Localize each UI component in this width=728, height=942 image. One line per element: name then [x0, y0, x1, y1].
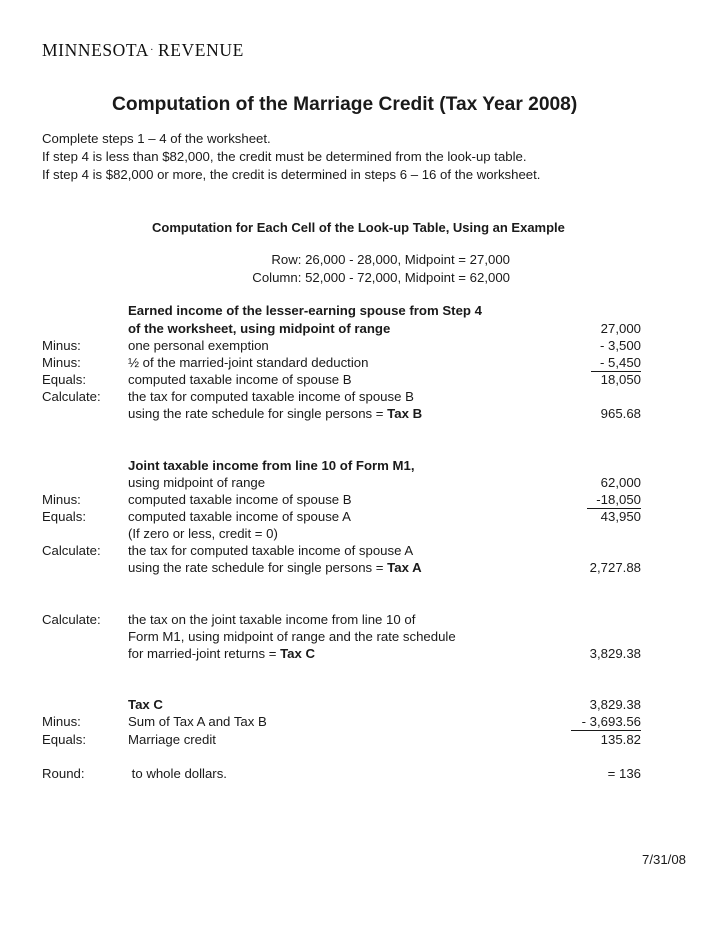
logo-text-2: REVENUE — [158, 40, 244, 60]
s4-minus-desc: Sum of Tax A and Tax B — [128, 714, 267, 729]
logo-dot: · — [150, 45, 154, 56]
s2-equals-label: Equals: — [42, 509, 86, 524]
s2-minus-label: Minus: — [42, 492, 81, 507]
s1-minus2-desc: ½ of the married-joint standard deduction — [128, 355, 369, 370]
intro-line-2: If step 4 is less than $82,000, the credit must be determined from the look-up table. — [42, 149, 527, 164]
example-subtitle: Computation for Each Cell of the Look-up Table, Using an Example — [152, 220, 565, 235]
s1-minus1-amount: - 3,500 — [599, 338, 641, 353]
s1-amount-1: 27,000 — [600, 321, 641, 336]
s4-equals-amount: 135.82 — [600, 732, 641, 747]
example-column-line: Column: 52,000 - 72,000, Midpoint = 62,000 — [252, 270, 510, 285]
s2-calc-label: Calculate: — [42, 543, 101, 558]
s2-minus-desc: computed taxable income of spouse B — [128, 492, 352, 507]
s1-calc-amount: 965.68 — [600, 406, 641, 421]
s1-calc-line-1: the tax for computed taxable income of spouse B — [128, 389, 414, 404]
s1-calc-line-2 — [128, 406, 422, 421]
s4-minus-label: Minus: — [42, 714, 81, 729]
s1-calc-label: Calculate: — [42, 389, 101, 404]
s1-minus1-desc: one personal exemption — [128, 338, 269, 353]
s3-line-3-text: for married-joint returns = — [128, 646, 281, 661]
page-title: Computation of the Marriage Credit (Tax Year 2008) — [112, 94, 578, 115]
s2-calc-line-2-text: using the rate schedule for single persons = — [128, 560, 388, 575]
s1-minus2-label: Minus: — [42, 355, 81, 370]
s2-calc-amount: 2,727.88 — [589, 560, 641, 575]
s4-minus-amount: - 3,693.56 — [571, 714, 641, 731]
s2-note: (If zero or less, credit = 0) — [128, 526, 278, 541]
s4-tax-c-amount: 3,829.38 — [589, 697, 641, 712]
s2-equals-amount: 43,950 — [600, 509, 641, 524]
minnesota-revenue-logo — [42, 40, 244, 61]
s2-minus-amount: -18,050 — [587, 492, 641, 509]
s4-tax-c-label: Tax C — [128, 697, 163, 712]
s3-calc-label: Calculate: — [42, 612, 101, 627]
s2-calc-line-1: the tax for computed taxable income of spouse A — [128, 543, 414, 558]
s3-amount: 3,829.38 — [589, 646, 641, 661]
s4-equals-desc: Marriage credit — [128, 732, 216, 747]
s3-line-3 — [128, 646, 315, 661]
s1-calc-tax-b: Tax B — [387, 406, 423, 421]
s1-equals-amount: 18,050 — [600, 372, 641, 387]
s1-calc-line-2-text: using the rate schedule for single persons = — [128, 406, 388, 421]
s4-round-desc: to whole dollars. — [128, 766, 227, 781]
s4-equals-label: Equals: — [42, 732, 86, 747]
s3-line-2: Form M1, using midpoint of range and the rate schedule — [128, 629, 456, 644]
s4-round-amount: = 136 — [607, 766, 641, 781]
example-row-line: Row: 26,000 - 28,000, Midpoint = 27,000 — [271, 252, 510, 267]
s2-amount-1: 62,000 — [600, 475, 641, 490]
s2-calc-tax-a: Tax A — [387, 560, 422, 575]
logo-text: MINNESOTA — [42, 40, 150, 60]
s3-line-1: the tax on the joint taxable income from line 10 of — [128, 612, 416, 627]
s1-heading-line-1: Earned income of the lesser-earning spouse from Step 4 — [128, 303, 482, 318]
s1-minus2-amount: - 5,450 — [591, 355, 641, 372]
footer-date: 7/31/08 — [642, 852, 686, 867]
s1-equals-label: Equals: — [42, 372, 86, 387]
intro-line-1: Complete steps 1 – 4 of the worksheet. — [42, 131, 271, 146]
s4-round-label: Round: — [42, 766, 85, 781]
s1-equals-desc: computed taxable income of spouse B — [128, 372, 352, 387]
s2-heading-line-2: using midpoint of range — [128, 475, 266, 490]
intro-line-3: If step 4 is $82,000 or more, the credit is determined in steps 6 – 16 of the worksheet. — [42, 167, 541, 182]
s1-minus1-label: Minus: — [42, 338, 81, 353]
s2-calc-line-2 — [128, 560, 422, 575]
s3-tax-c: Tax C — [280, 646, 316, 661]
s2-equals-desc: computed taxable income of spouse A — [128, 509, 351, 524]
s1-heading-line-2: of the worksheet, using midpoint of range — [128, 321, 391, 336]
s2-heading-line-1: Joint taxable income from line 10 of Form M1, — [128, 458, 415, 473]
